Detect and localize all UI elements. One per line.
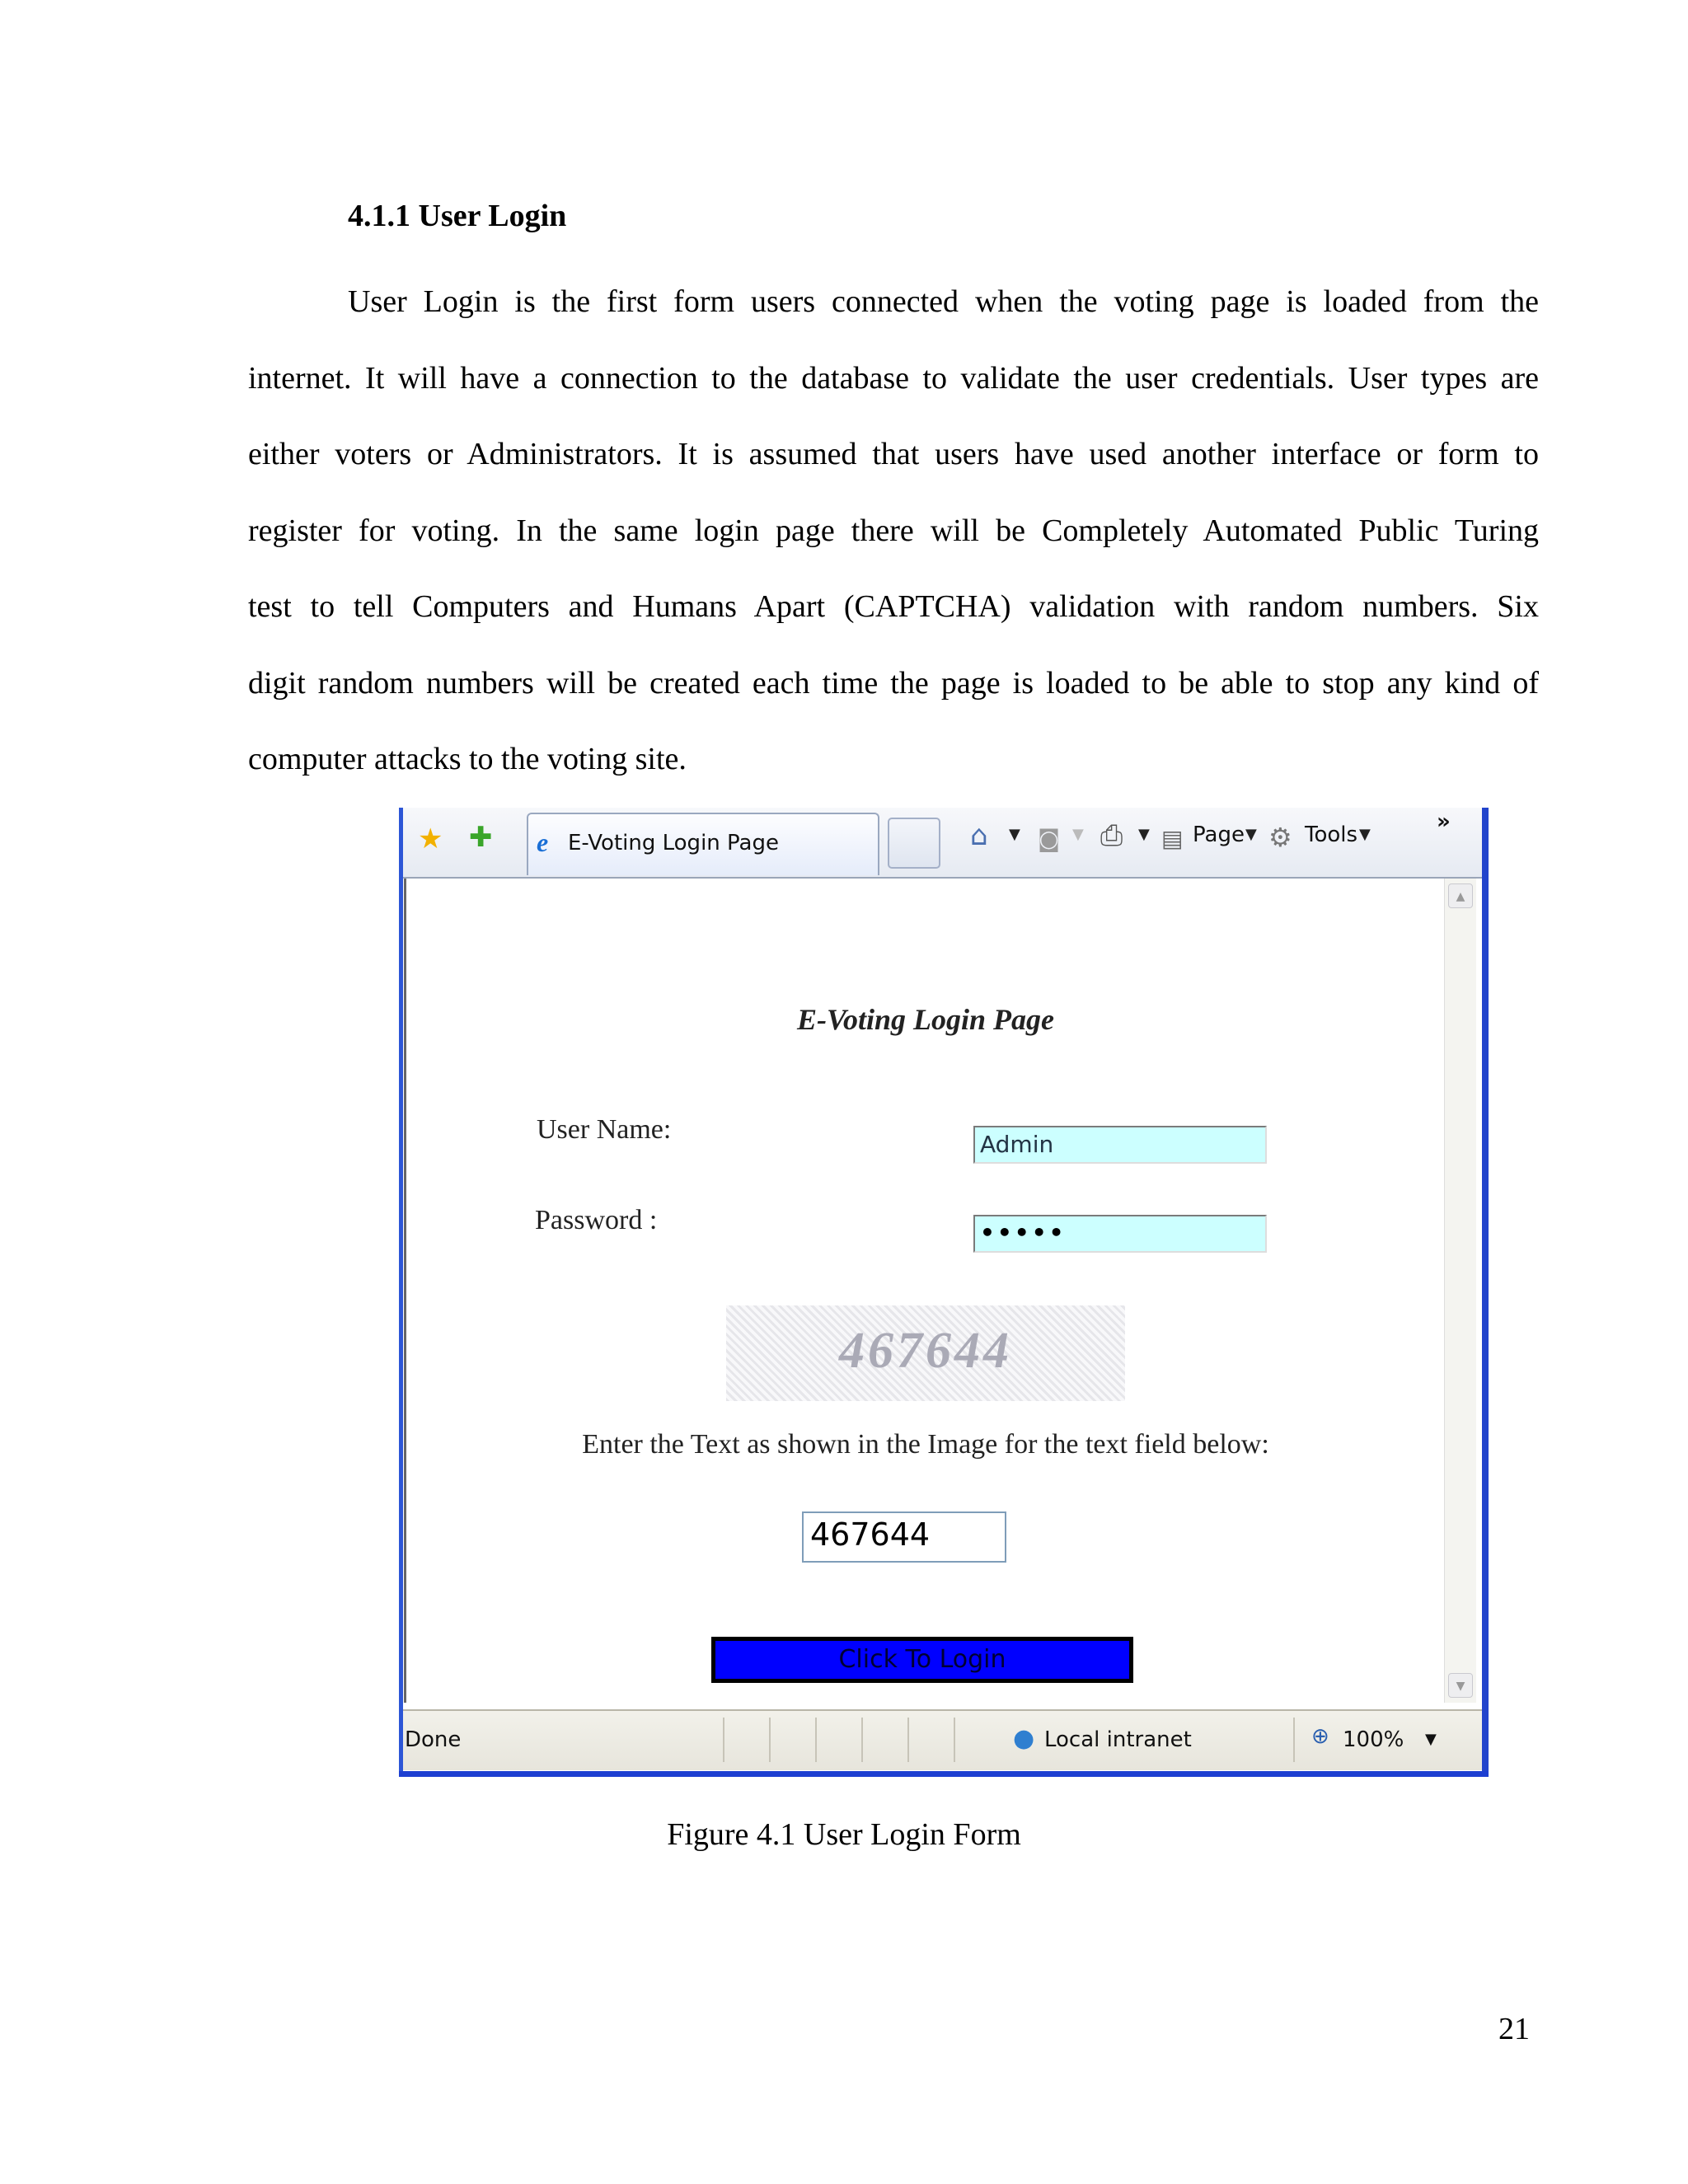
login-page-title: E-Voting Login Page (796, 1003, 1055, 1036)
paragraph-line: register for voting. In the same login page there will be Completely Automated Public Turing (248, 513, 1539, 548)
username-input[interactable]: Admin (973, 1126, 1267, 1164)
login-button[interactable]: Click To Login (711, 1637, 1133, 1683)
status-divider (907, 1718, 909, 1762)
status-done: Done (405, 1727, 462, 1752)
status-divider (769, 1718, 771, 1762)
zoom-level[interactable]: 100% (1343, 1727, 1404, 1752)
tools-menu[interactable]: Tools (1305, 823, 1358, 847)
new-tab-button[interactable] (888, 818, 940, 869)
status-divider (954, 1718, 955, 1762)
tab-e-voting-login[interactable] (527, 813, 879, 875)
paragraph-line: computer attacks to the voting site. (248, 742, 687, 776)
page-icon: ▤ (1161, 825, 1184, 852)
home-icon[interactable]: ⌂ (970, 819, 988, 852)
captcha-instruction: Enter the Text as shown in the Image for the text field below: (582, 1429, 1269, 1460)
feeds-icon[interactable]: ◙ (1038, 825, 1061, 852)
browser-toolbar (403, 808, 1482, 879)
section-heading: 4.1.1 User Login (348, 199, 567, 233)
print-icon[interactable]: ⎙ (1100, 819, 1123, 852)
password-input[interactable]: ••••• (973, 1215, 1267, 1253)
status-divider (815, 1718, 817, 1762)
tools-menu-dropdown-icon[interactable]: ▼ (1359, 826, 1371, 843)
paragraph-line: digit random numbers will be created each time the page is loaded to be able to stop any kind of (248, 665, 1539, 701)
page-content (404, 879, 1442, 1703)
window-frame-right (1482, 808, 1489, 1777)
chevron-overflow-icon[interactable]: » (1437, 809, 1451, 834)
figure-caption: Figure 4.1 User Login Form (667, 1817, 1021, 1852)
status-divider (1293, 1718, 1295, 1762)
paragraph-line: internet. It will have a connection to the database to validate the user credentials. User types are (248, 360, 1539, 396)
tab-title: E-Voting Login Page (568, 831, 779, 855)
window-frame-left (399, 808, 403, 1777)
home-dropdown-icon[interactable]: ▼ (1009, 826, 1020, 843)
feeds-dropdown-icon: ▼ (1072, 826, 1084, 843)
status-divider (723, 1718, 724, 1762)
username-label: User Name: (537, 1114, 672, 1145)
captcha-input[interactable]: 467644 (802, 1511, 1006, 1563)
print-dropdown-icon[interactable]: ▼ (1138, 826, 1150, 843)
favorites-star-icon[interactable]: ★ (418, 823, 443, 855)
zoom-dropdown-icon[interactable]: ▼ (1425, 1731, 1437, 1748)
paragraph-line: either voters or Administrators. It is assumed that users have used another interface or form to (248, 437, 1539, 471)
page-menu[interactable]: Page (1193, 823, 1245, 847)
add-favorites-icon[interactable]: ✚ (469, 821, 493, 854)
page-menu-dropdown-icon[interactable]: ▼ (1245, 826, 1257, 843)
browser-screenshot (399, 808, 1489, 1777)
ie-logo-icon: e (537, 827, 549, 857)
paragraph-line: test to tell Computers and Humans Apart (CAPTCHA) validation with random numbers. Six (248, 589, 1539, 624)
window-frame-bottom (399, 1771, 1489, 1777)
scroll-down-icon[interactable]: ▼ (1448, 1673, 1473, 1698)
zoom-icon: ⊕ (1311, 1724, 1329, 1749)
scroll-up-icon[interactable]: ▲ (1448, 883, 1473, 908)
status-divider (861, 1718, 863, 1762)
captcha-text: 467644 (839, 1323, 1012, 1379)
body-paragraph (248, 264, 1539, 798)
page-number: 21 (1498, 2012, 1530, 2046)
tools-gear-icon: ⚙ (1268, 822, 1292, 853)
password-label: Password : (535, 1205, 658, 1235)
captcha-image (726, 1305, 1125, 1401)
vertical-scrollbar[interactable] (1444, 879, 1476, 1703)
status-bar (403, 1709, 1482, 1770)
security-zone: Local intranet (1044, 1727, 1192, 1752)
paragraph-line: User Login is the first form users connected when the voting page is loaded from the (348, 284, 1539, 319)
globe-icon: ● (1013, 1724, 1035, 1753)
